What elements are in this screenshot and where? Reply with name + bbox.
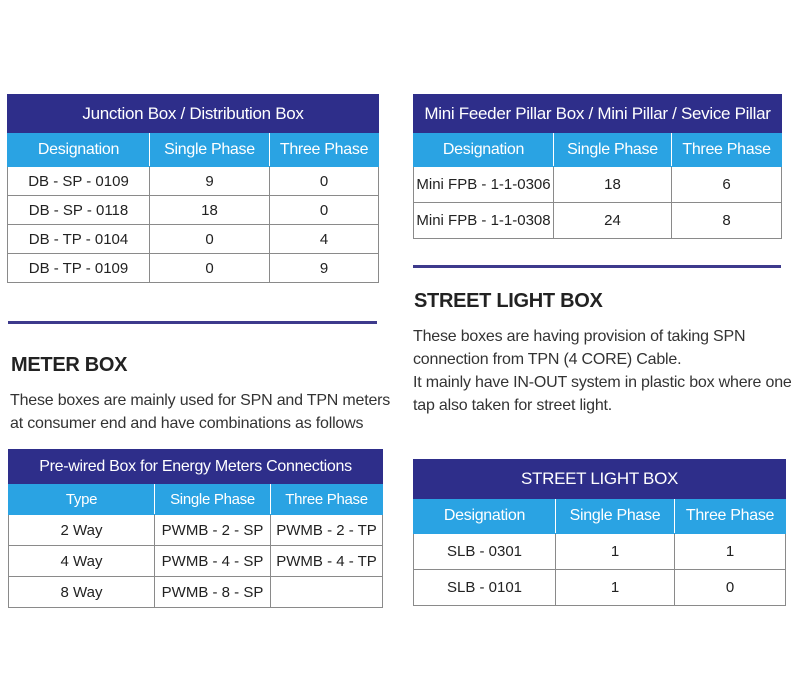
table-row xyxy=(9,577,383,608)
table-row xyxy=(9,546,383,577)
three-phase-cell: 9 xyxy=(270,254,379,283)
junction-box-title: Junction Box / Distribution Box xyxy=(8,95,379,133)
single-phase-cell: PWMB - 8 - SP xyxy=(155,577,271,608)
table-row xyxy=(8,167,379,196)
table-row xyxy=(414,203,782,239)
single-phase-cell: 18 xyxy=(554,167,672,203)
column-header: Single Phase xyxy=(150,133,270,167)
column-header: Single Phase xyxy=(155,484,271,515)
three-phase-cell: PWMB - 2 - TP xyxy=(271,515,383,546)
single-phase-cell: 0 xyxy=(150,225,270,254)
designation-cell: DB - TP - 0109 xyxy=(8,254,150,283)
table-row xyxy=(414,570,786,606)
designation-cell: SLB - 0101 xyxy=(414,570,556,606)
column-header: Single Phase xyxy=(556,499,675,534)
three-phase-cell: 6 xyxy=(672,167,782,203)
designation-cell: DB - SP - 0118 xyxy=(8,196,150,225)
table-row xyxy=(8,225,379,254)
meter-box-heading: METER BOX xyxy=(11,354,128,376)
meter-box-table xyxy=(8,449,383,608)
description-line: These boxes are mainly used for SPN and TPN meters xyxy=(10,392,391,409)
table-row xyxy=(9,515,383,546)
single-phase-cell: 1 xyxy=(556,534,675,570)
description-line: These boxes are having provision of taking SPN xyxy=(413,328,746,345)
description-line: tap also taken for street light. xyxy=(413,397,613,414)
table-row xyxy=(8,196,379,225)
table-row xyxy=(8,254,379,283)
description-line: at consumer end and have combinations as follows xyxy=(10,415,364,432)
type-cell: 4 Way xyxy=(9,546,155,577)
designation-cell: DB - TP - 0104 xyxy=(8,225,150,254)
mini-pillar-title: Mini Feeder Pillar Box / Mini Pillar / Sevice Pillar xyxy=(414,95,782,133)
three-phase-cell: 0 xyxy=(675,570,786,606)
mini-pillar-table xyxy=(413,94,782,239)
single-phase-cell: 24 xyxy=(554,203,672,239)
three-phase-cell: 1 xyxy=(675,534,786,570)
designation-cell: DB - SP - 0109 xyxy=(8,167,150,196)
table-row xyxy=(414,534,786,570)
single-phase-cell: 18 xyxy=(150,196,270,225)
table-row xyxy=(414,167,782,203)
designation-cell: Mini FPB - 1-1-0306 xyxy=(414,167,554,203)
column-header: Designation xyxy=(414,499,556,534)
street-light-table xyxy=(413,459,786,606)
single-phase-cell: 1 xyxy=(556,570,675,606)
single-phase-cell: PWMB - 4 - SP xyxy=(155,546,271,577)
designation-cell: Mini FPB - 1-1-0308 xyxy=(414,203,554,239)
column-header: Designation xyxy=(414,133,554,167)
description-line: It mainly have IN-OUT system in plastic box where one xyxy=(413,374,792,391)
meter-box-table-title: Pre-wired Box for Energy Meters Connections xyxy=(9,450,383,484)
single-phase-cell: PWMB - 2 - SP xyxy=(155,515,271,546)
type-cell: 2 Way xyxy=(9,515,155,546)
three-phase-cell: 8 xyxy=(672,203,782,239)
column-header: Designation xyxy=(8,133,150,167)
column-header: Single Phase xyxy=(554,133,672,167)
three-phase-cell: 0 xyxy=(270,167,379,196)
type-cell: 8 Way xyxy=(9,577,155,608)
three-phase-cell: PWMB - 4 - TP xyxy=(271,546,383,577)
designation-cell: SLB - 0301 xyxy=(414,534,556,570)
column-header: Type xyxy=(9,484,155,515)
section-divider xyxy=(8,321,377,324)
single-phase-cell: 9 xyxy=(150,167,270,196)
three-phase-cell: 4 xyxy=(270,225,379,254)
single-phase-cell: 0 xyxy=(150,254,270,283)
three-phase-cell xyxy=(271,577,383,608)
column-header: Three Phase xyxy=(675,499,786,534)
description-line: connection from TPN (4 CORE) Cable. xyxy=(413,351,682,368)
column-header: Three Phase xyxy=(270,133,379,167)
column-header: Three Phase xyxy=(672,133,782,167)
street-light-table-title: STREET LIGHT BOX xyxy=(414,460,786,499)
junction-box-table xyxy=(7,94,379,283)
column-header: Three Phase xyxy=(271,484,383,515)
street-light-description xyxy=(413,325,792,417)
three-phase-cell: 0 xyxy=(270,196,379,225)
meter-box-description xyxy=(10,389,390,435)
street-light-heading: STREET LIGHT BOX xyxy=(414,290,603,312)
section-divider xyxy=(413,265,781,268)
